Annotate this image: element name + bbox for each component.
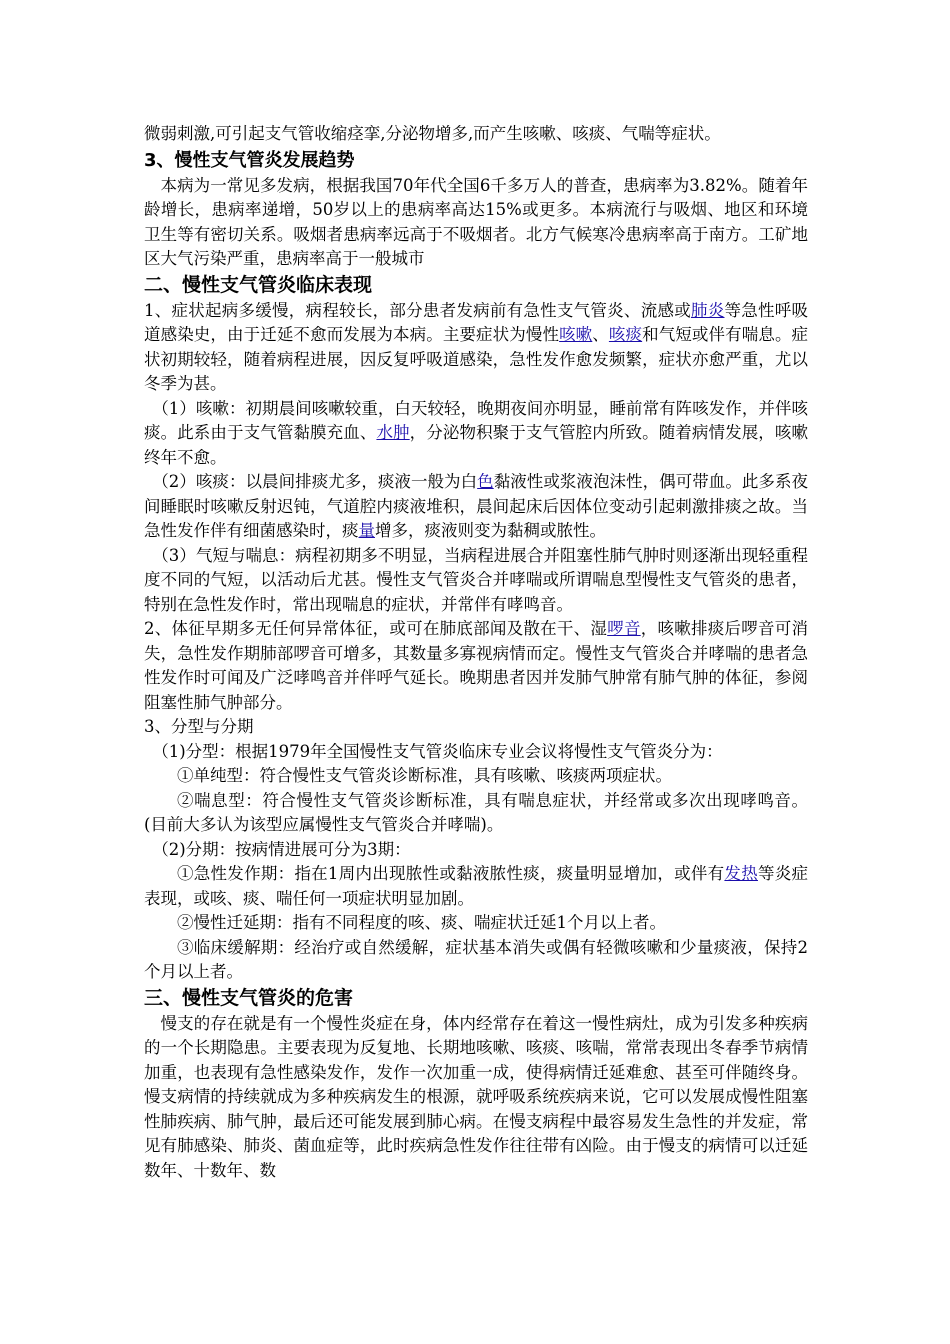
intro-tail-paragraph: 微弱刺激,可引起支气管收缩痉挛,分泌物增多,而产生咳嗽、咳痰、气喘等症状。: [144, 124, 721, 143]
heading-harm: 三、慢性支气管炎的危害: [144, 986, 354, 1009]
trend-paragraph: 本病为一常见多发病，根据我国70年代全国6千多万人的普查，患病率为3.82%。随着年龄增长，患病率递增，50岁以上的患病率高达15%或更多。本病流行与吸烟、地区和环境卫生等有密切关系。吸烟者患病率远高于不吸烟者。北方气候寒冷患病率高于南方。工矿地区大气污染严重，患病率高于一般城市: [144, 175, 808, 268]
acute-text-b: 等炎症表现，或咳、痰、喘任何一项症状明显加剧。: [144, 864, 809, 908]
cough-text-a: （1）咳嗽：初期晨间咳嗽较重，白天较轻，晚期夜间亦明显，睡前常有阵咳发作，并伴咳痰。此系由于支气管黏膜充血、: [144, 398, 808, 442]
sputum-paragraph: [144, 470, 808, 544]
cough-paragraph: [144, 397, 808, 471]
heading-trend: 3、慢性支气管炎发展趋势: [144, 149, 355, 171]
link-pneumonia[interactable]: 肺炎: [690, 300, 725, 320]
link-color[interactable]: 色: [477, 472, 494, 491]
stage-classification: （2)分期：按病情进展可分为3期：: [152, 839, 411, 859]
cough-text-b: ，分泌物积聚于支气管腔内所致。随着病情发展，咳嗽终年不愈。: [144, 423, 809, 467]
link-amount[interactable]: 量: [358, 521, 375, 540]
signs-paragraph: [144, 617, 808, 715]
heading-clinical: 二、慢性支气管炎临床表现: [144, 273, 373, 296]
stage-acute: [144, 862, 808, 911]
signs-text-a: 2、体征早期多无任何异常体征，或可在肺底部闻及散在干、湿: [144, 619, 608, 638]
harm-paragraph: 慢支的存在就是有一个慢性炎症在身，体内经常存在着这一慢性病灶，成为引发多种疾病的一个长期隐患。主要表现为反复地、长期地咳嗽、咳痰、咳喘，常常表现出冬春季节病情加重，也表现有急性感染发作，发作一次加重一成，使得病情迁延难愈、甚至可伴随终身。慢支病情的持续就成为多种疾病发生的根源，就呼吸系统疾病来说，它可以发展成慢性阻塞性肺疾病、肺气肿，最后还可能发展到肺心病。在慢支病程中最容易发生急性的并发症，常见有肺感染、肺炎、菌血症等，此时疾病急性发作往往带有凶险。由于慢支的病情可以迁延数年、十数年、数: [144, 1013, 808, 1180]
sputum-text-c: 增多，痰液则变为黏稠或脓性。: [375, 521, 606, 540]
symptoms-text-c: 、: [592, 325, 609, 344]
signs-text-b: ，咳嗽排痰后啰音可消失，急性发作期肺部啰音可增多，其数量多寡视病情而定。慢性支气管炎合并哮喘的患者急性发作时可闻及广泛哮鸣音并伴呼气延长。晚期患者因并发肺气肿常有肺气肿的体征，参阅阻塞性肺气肿部分。: [144, 619, 809, 712]
link-edema[interactable]: 水肿: [376, 423, 410, 442]
stage-remission: ③临床缓解期：经治疗或自然缓解，症状基本消失或偶有轻微咳嗽和少量痰液，保持2个月以上者。: [144, 937, 808, 981]
symptoms-text-d: 和气短或伴有喘息。症状初期较轻，随着病程进展，因反复呼吸道感染，急性发作愈发频繁，症状亦愈严重，尤以冬季为甚。: [144, 325, 809, 393]
type-heading: 3、分型与分期: [144, 717, 254, 736]
link-sputum[interactable]: 咳痰: [608, 325, 643, 344]
type-simple: ①单纯型：符合慢性支气管炎诊断标准，具有咳嗽、咳痰两项症状。: [177, 766, 672, 785]
sputum-text-a: （2）咳痰：以晨间排痰尤多，痰液一般为白: [152, 472, 478, 491]
acute-text-a: ①急性发作期：指在1周内出现脓性或黏液脓性痰，痰量明显增加，或伴有: [177, 864, 725, 883]
type-classification: （1)分型：根据1979年全国慢性支气管炎临床专业会议将慢性支气管炎分为：: [152, 741, 723, 761]
document-page: [144, 122, 808, 1184]
symptoms-text-a: 1、症状起病多缓慢，病程较长，部分患者发病前有急性支气管炎、流感或: [144, 300, 691, 320]
link-cough[interactable]: 咳嗽: [559, 325, 593, 344]
stage-chronic: ②慢性迁延期：指有不同程度的咳、痰、喘症状迁延1个月以上者。: [177, 913, 666, 932]
link-fever[interactable]: 发热: [724, 864, 758, 883]
breath-paragraph: （3）气短与喘息：病程初期多不明显，当病程进展合并阻塞性肺气肿时则逐渐出现轻重程度不同的气短，以活动后尤甚。慢性支气管炎合并哮喘或所谓喘息型慢性支气管炎的患者，特别在急性发作时，常出现喘息的症状，并常伴有哮鸣音。: [144, 545, 808, 614]
type-asthmatic: ②喘息型：符合慢性支气管炎诊断标准，具有喘息症状，并经常或多次出现哮鸣音。(目前大多认为该型应属慢性支气管炎合并哮喘)。: [144, 790, 808, 834]
symptoms-text-b: 等急性呼吸道感染史，由于迁延不愈而发展为本病。主要症状为慢性: [144, 300, 809, 344]
symptoms-paragraph: [144, 299, 808, 397]
link-rales[interactable]: 啰音: [607, 619, 641, 638]
sputum-text-b: 黏液性或浆液泡沫性，偶可带血。此多系夜间睡眠时咳嗽反射迟钝，气道腔内痰液堆积，晨间起床后因体位变动引起刺激排痰之故。当急性发作伴有细菌感染时，痰: [144, 472, 809, 540]
